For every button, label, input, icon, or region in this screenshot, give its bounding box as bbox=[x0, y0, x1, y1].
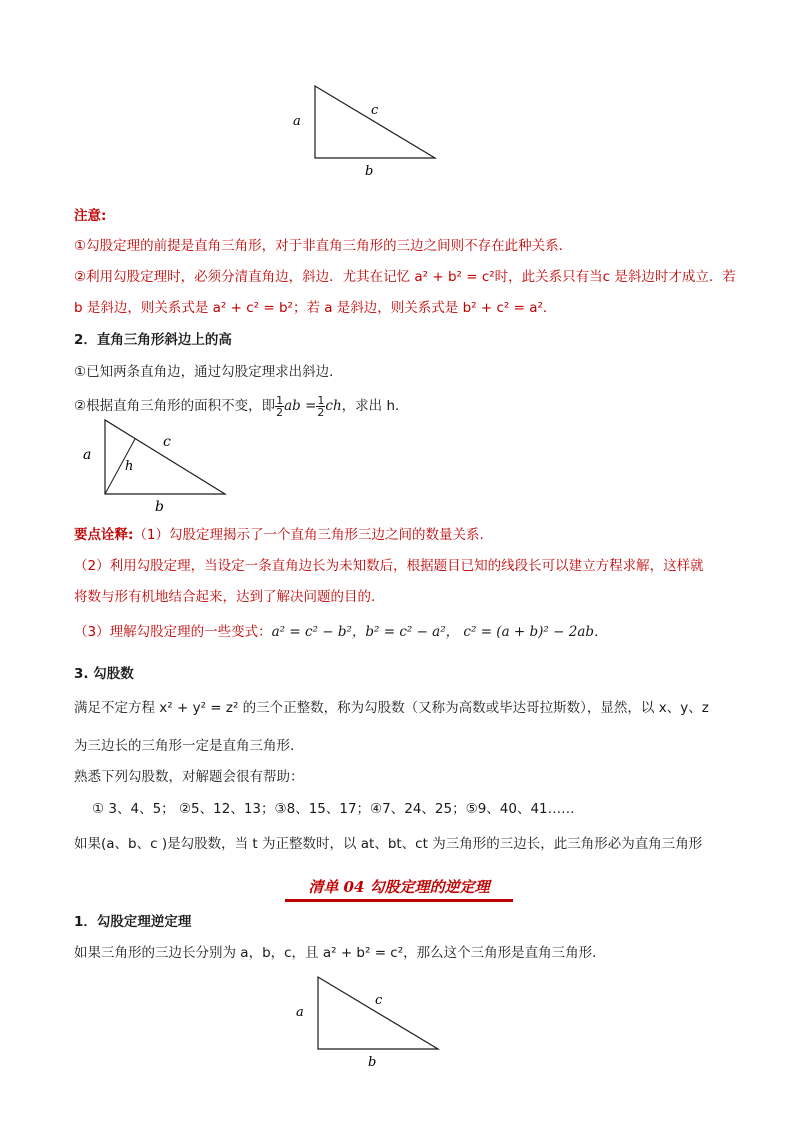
side-label-c: c bbox=[375, 993, 383, 1008]
keypoints-line-2: （2）利用勾股定理，当设定一条直角边长为未知数后，根据题目已知的线段长可以建立方程求解，这样就 bbox=[74, 558, 704, 574]
item-2-prefix: ②根据直角三角形的面积不变，即 bbox=[74, 398, 276, 414]
section-3-line-3: 熟悉下列勾股数，对解题会很有帮助： bbox=[74, 769, 304, 785]
note-title: 注意: bbox=[74, 208, 107, 224]
keypoints-label: 要点诠释: bbox=[74, 527, 134, 543]
note-item-2-line-1: ②利用勾股定理时，必须分清直角边，斜边．尤其在记忆 a² + b² = c²时，此关系只有当c 是斜边时才成立．若 bbox=[74, 269, 736, 285]
right-triangle-figure-3 bbox=[288, 972, 458, 1072]
formula-ch: ch bbox=[325, 398, 342, 414]
note-item-2-line-2: b 是斜边，则关系式是 a² + c² = b²；若 a 是斜边，则关系式是 b² + c² = a²． bbox=[74, 300, 557, 316]
section-3-line-5: 如果(a、b、c )是勾股数，当 t 为正整数时，以 at、bt、ct 为三角形的三边长，此三角形必为直角三角形 bbox=[74, 836, 703, 852]
section-2-item-1: ①已知两条直角边，通过勾股定理求出斜边． bbox=[74, 364, 343, 380]
keypoints-line-4 bbox=[74, 623, 608, 641]
side-label-b: b bbox=[368, 1055, 377, 1070]
pythagorean-triples-list: ① 3、4、5； ②5、12、13；③8、15、17；④7、24、25；⑤9、40、41…… bbox=[92, 801, 575, 817]
keypoints-text-1: （1）勾股定理揭示了一个直角三角形三边之间的数量关系. bbox=[133, 527, 484, 543]
side-label-b: b bbox=[365, 164, 374, 179]
section-2-title: 2．直角三角形斜边上的高 bbox=[74, 332, 232, 348]
right-triangle-figure-1 bbox=[285, 80, 455, 180]
section-4-title: 1．勾股定理逆定理 bbox=[74, 914, 192, 930]
section-3-line-1: 满足不定方程 x² + y² = z² 的三个正整数，称为勾股数（又称为高数或毕达哥拉斯数），显然，以 x、y、z bbox=[74, 700, 709, 716]
fraction-half-2: $\frac{1}{2}$ bbox=[317, 393, 325, 419]
side-label-a: a bbox=[296, 1005, 304, 1020]
keypoints-text-4: （3）理解勾股定理的一些变式： bbox=[74, 624, 272, 640]
section-3-title: 3. 勾股数 bbox=[74, 666, 134, 682]
section-3-line-2: 为三边长的三角形一定是直角三角形. bbox=[74, 738, 295, 754]
height-label-h: h bbox=[125, 459, 134, 474]
section-4-line-1: 如果三角形的三边长分别为 a，b，c，且 a² + b² = c²，那么这个三角形是直角三角形． bbox=[74, 945, 606, 961]
item-2-suffix: ，求出 h． bbox=[341, 398, 409, 414]
side-label-a: a bbox=[83, 447, 92, 463]
side-label-c: c bbox=[163, 434, 171, 450]
note-item-1: ①勾股定理的前提是直角三角形，对于非直角三角形的三边之间则不存在此种关系． bbox=[74, 238, 573, 254]
variant-formulas: a² = c² − b²，b² = c² − a²， c² = (a + b)² − 2ab． bbox=[271, 624, 608, 640]
right-triangle-height-figure bbox=[75, 414, 240, 514]
side-label-b: b bbox=[155, 499, 164, 514]
list-04-heading: 清单 04 勾股定理的逆定理 bbox=[285, 876, 513, 902]
formula-ab: ab = bbox=[284, 398, 317, 414]
fraction-half-1: $\frac{1}{2}$ bbox=[276, 393, 284, 419]
side-label-c: c bbox=[371, 103, 379, 118]
keypoints-line-3: 将数与形有机地结合起来，达到了解决问题的目的. bbox=[74, 589, 376, 605]
keypoints-line-1 bbox=[74, 526, 484, 544]
side-label-a: a bbox=[293, 114, 301, 129]
